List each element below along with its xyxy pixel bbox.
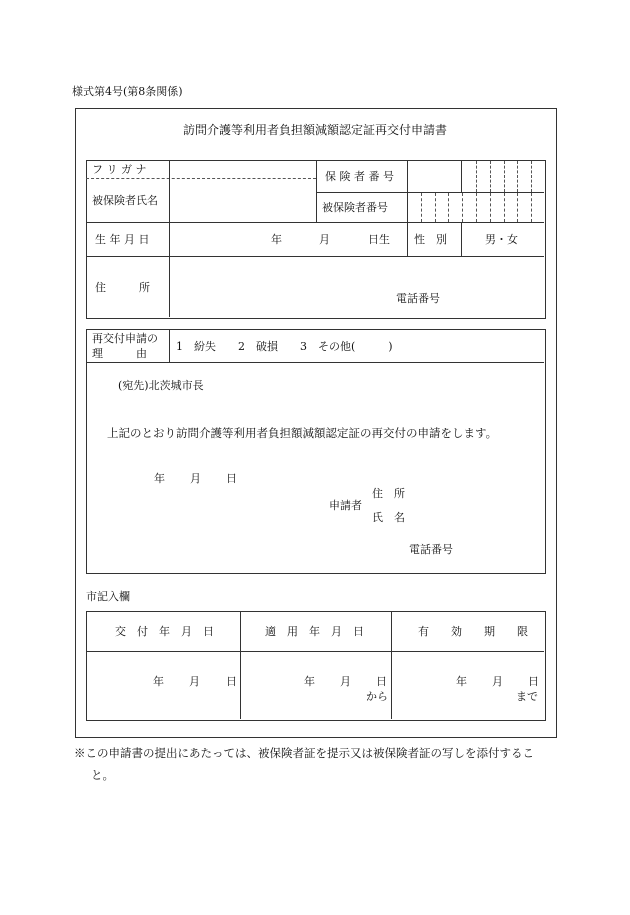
applicant-address-label: 住 所 xyxy=(372,487,405,500)
valid-day: 日 xyxy=(528,675,539,688)
insurer-number-field[interactable] xyxy=(408,161,460,191)
valid-until: まで xyxy=(516,690,538,703)
footnote-line1: ※この申請書の提出にあたっては、被保険者証を提示又は被保険者証の写しを添付するこ xyxy=(74,746,534,760)
insurer-number-digit-divider xyxy=(517,161,518,192)
addressee: (宛先)北茨城市長 xyxy=(118,379,204,392)
address-label: 住 所 xyxy=(95,281,150,294)
birth-day-unit: 日生 xyxy=(368,233,390,246)
applicant-label: 申請者 xyxy=(329,499,362,512)
sex-options: 男・女 xyxy=(485,233,518,246)
birth-date-label: 生 年 月 日 xyxy=(95,233,150,246)
issue-day: 日 xyxy=(226,675,237,688)
office-use-label: 市記入欄 xyxy=(86,590,130,603)
apply-date-header: 適 用 年 月 日 xyxy=(265,625,364,638)
insured-name-field[interactable] xyxy=(170,179,315,221)
form-title: 訪問介護等利用者負担額減額認定証再交付申請書 xyxy=(182,123,447,137)
reason-declaration-box xyxy=(86,329,546,574)
applicant-name-label: 氏 名 xyxy=(372,511,405,524)
insured-name-label: 被保険者氏名 xyxy=(92,194,158,207)
issue-year: 年 xyxy=(153,675,164,688)
birth-year-unit: 年 xyxy=(271,233,282,246)
address-phone-label: 電話番号 xyxy=(396,292,440,305)
form-number: 様式第4号(第8条関係) xyxy=(72,85,183,98)
apply-month: 月 xyxy=(340,675,351,688)
declaration-statement: 上記のとおり訪問介護等利用者負担額減額認定証の再交付の申請をします。 xyxy=(107,426,498,440)
footnote-line2: と。 xyxy=(91,768,114,782)
insured-number-field[interactable] xyxy=(408,193,543,221)
declaration-year: 年 xyxy=(154,472,165,485)
valid-month: 月 xyxy=(492,675,503,688)
reason-options[interactable]: 1 紛失 2 破損 3 その他( ) xyxy=(176,340,393,353)
insurer-number-digit-divider xyxy=(504,161,505,192)
issue-month: 月 xyxy=(189,675,200,688)
valid-year: 年 xyxy=(456,675,467,688)
insurer-number-digit-divider xyxy=(531,161,532,192)
valid-until-header: 有 効 期 限 xyxy=(418,625,528,638)
issue-date-header: 交 付 年 月 日 xyxy=(115,625,214,638)
apply-from: から xyxy=(366,690,388,703)
insurer-number-digit-divider xyxy=(490,161,491,192)
declaration-month: 月 xyxy=(190,472,201,485)
address-field[interactable] xyxy=(170,257,543,316)
reason-label-line2: 理 由 xyxy=(92,347,147,360)
sex-label: 性 別 xyxy=(414,233,447,246)
insurer-number-digit-divider xyxy=(476,161,477,192)
insured-number-label: 被保険者番号 xyxy=(322,201,388,214)
apply-day: 日 xyxy=(376,675,387,688)
furigana-label: フ リ ガ ナ xyxy=(92,163,147,176)
apply-year: 年 xyxy=(304,675,315,688)
reason-label-line1: 再交付申請の xyxy=(92,332,158,345)
birth-month-unit: 月 xyxy=(319,233,330,246)
applicant-phone-label: 電話番号 xyxy=(409,543,453,556)
insurer-number-label: 保 険 者 番 号 xyxy=(325,170,394,183)
declaration-day: 日 xyxy=(226,472,237,485)
furigana-field[interactable] xyxy=(170,161,315,177)
